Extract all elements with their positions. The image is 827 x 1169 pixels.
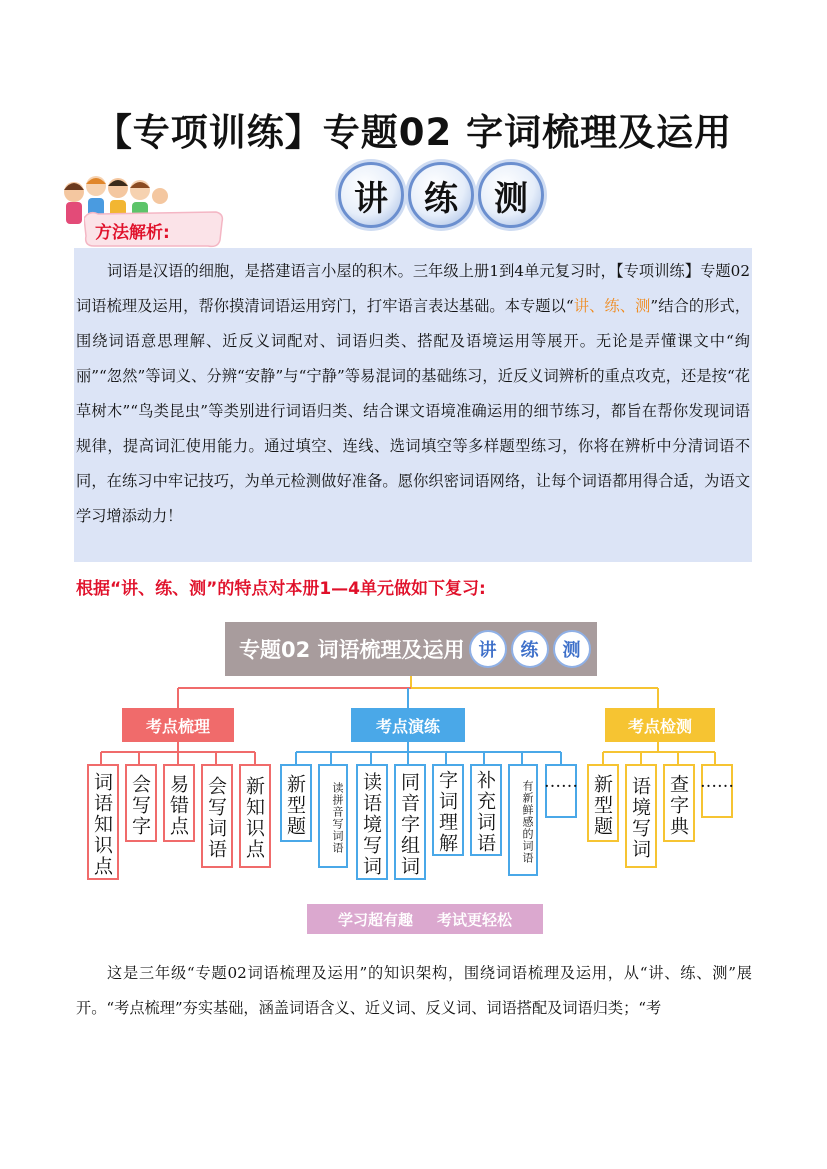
leaf-chazidian: 查字典 [663,764,695,842]
review-heading: 根据“讲、练、测”的特点对本册1—4单元做如下复习: [76,579,486,599]
intro-box [74,248,752,562]
intro-paragraph [74,254,752,534]
leaf-xinxingti: 新型题 [280,764,312,842]
leaf-ciyu-zhishidian: 词语知识点 [87,764,119,880]
leaf-youxinxiangan-ciyu: 有新鲜感的词语 [508,764,538,876]
leaf-zici-lijie: 字词理解 [432,764,464,856]
knowledge-diagram [75,622,755,942]
slogan-part-1: 学习超有趣 [337,910,413,929]
leaf-yujing-xieci: 语境写词 [625,764,657,868]
method-label: 方法解析: [95,223,170,243]
leaf-xinxingti-jiance: 新型题 [587,764,619,842]
category-kaodian-yanlian: 考点演练 [351,708,465,742]
leaf-dupinyin-xieciyu: 读拼音写词语 [318,764,348,868]
leaf-xin-zhishidian: 新知识点 [239,764,271,868]
leaf-tongyinzi-zuci: 同音字组词 [394,764,426,880]
category-kaodian-shuli: 考点梳理 [122,708,234,742]
diagram-title-text: 专题02 词语梳理及运用 [239,638,465,662]
page-title: 【专项训练】专题02 字词梳理及运用 [94,111,733,154]
badge-ce: 测 [478,162,544,228]
leaf-yicuodian: 易错点 [163,764,195,842]
leaf-more-jiance: …… [701,764,733,818]
diagram-badge-ce: 测 [553,630,591,668]
slogan-part-2: 考试更轻松 [437,910,513,929]
diagram-badge-lian: 练 [511,630,549,668]
leaf-huixiezi: 会写字 [125,764,157,842]
jiang-lian-ce-badge [338,162,544,228]
outro-text [76,956,752,1026]
intro-highlight: 讲、练、测 [573,297,651,315]
leaf-huixie-ciyu: 会写词语 [201,764,233,868]
leaf-more-yanlian: …… [545,764,577,818]
slogan-banner [307,904,543,934]
category-kaodian-jiance: 考点检测 [605,708,715,742]
diagram-badge-jiang: 讲 [469,630,507,668]
diagram-title [225,622,597,676]
badge-lian: 练 [408,162,474,228]
outro-paragraph: 这是三年级“专题02词语梳理及运用”的知识架构，围绕词语梳理及运用，从“讲、练、测”展开。“考点梳理”夯实基础，涵盖词语含义、近义词、反义词、词语搭配及词语归类；“考 [76,964,752,1017]
intro-text-2: ”结合的形式，围绕词语意思理解、近反义词配对、词语归类、搭配及语境运用等展开。无论是弄懂课文中“绚丽”“忽然”等词义、分辨“安静”与“宁静”等易混词的基础练习，近反义词辨析的重点攻克，还是按“花草树木”“鸟类昆虫”等类别进行词语归类、结合课文语境准确运用的细节练习，都旨在帮你发现词语规律，提高词汇使用能力。通过填空、连线、选词填空等多样题型练习，你将在辨析中分清词语不同，在练习中牢记技巧，为单元检测做好准备。愿你织密词语网络，让每个词语都用得合适，为语文学习增添动力！ [76,297,751,525]
badge-jiang: 讲 [338,162,404,228]
leaf-duyujing-xieci: 读语境写词 [356,764,388,880]
intro-text-1: 词语是汉语的细胞，是搭建语言小屋的积木。三年级上册1到4单元复习时，【专项训练】专题02词语梳理及运用，帮你摸清词语运用窍门，打牢语言表达基础。本专题以“ [76,262,750,315]
leaf-buchong-ciyu: 补充词语 [470,764,502,856]
